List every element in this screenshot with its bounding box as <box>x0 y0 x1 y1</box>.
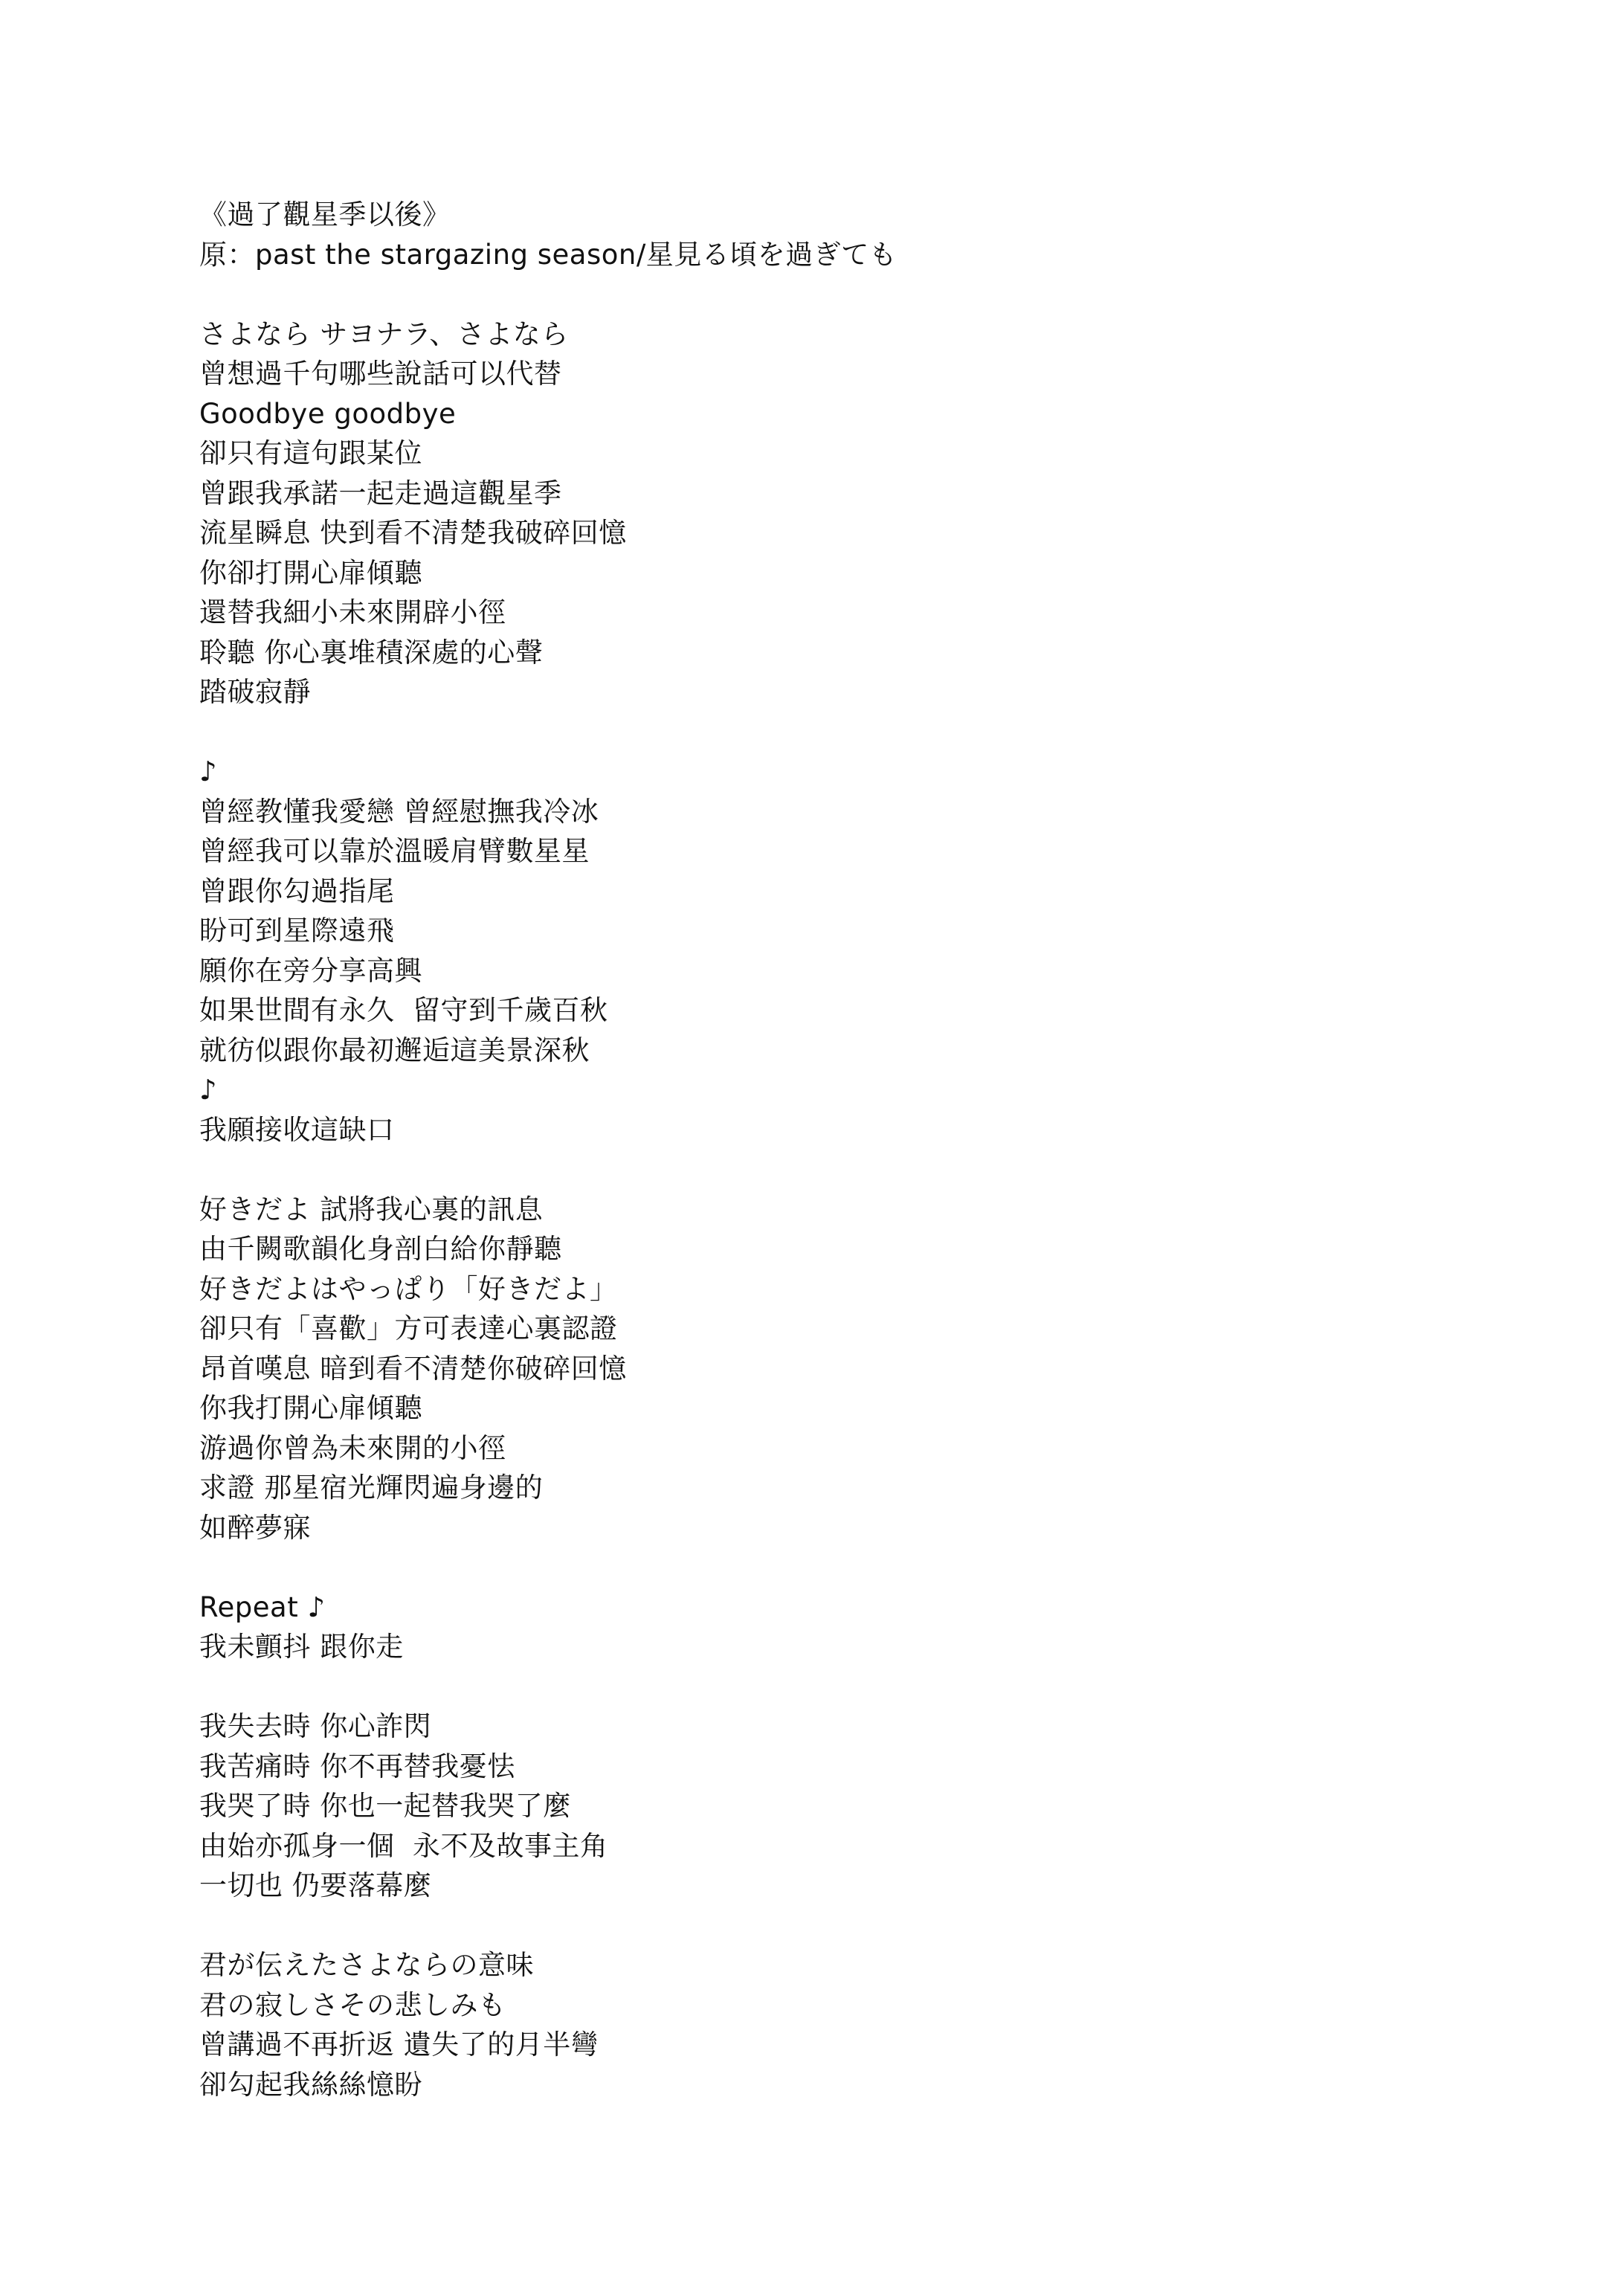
stanza-gap <box>199 1150 1463 1190</box>
lyric-line: 還替我細小未來開辟小徑 <box>199 596 506 628</box>
lyric-line: 我失去時 你心詐閃 <box>199 1710 432 1742</box>
stanza <box>199 1190 1463 1548</box>
lyric-line: 你我打開心扉傾聽 <box>199 1392 422 1424</box>
lyric-line: 盼可到星際遠飛 <box>199 915 395 947</box>
lyric-line: 如果世間有永久 留守到千歲百秋 <box>199 994 608 1026</box>
lyric-line: 就彷似跟你最初邂逅這美景深秋 <box>199 1034 590 1066</box>
lyric-line: 你卻打開心扉傾聽 <box>199 556 422 589</box>
lyric-line: 卻只有這句跟某位 <box>199 437 422 469</box>
lyric-line: さよなら サヨナラ、さよなら <box>199 318 569 350</box>
stanza <box>199 752 1463 1150</box>
lyric-line: 曾想過千句哪些說話可以代替 <box>199 358 562 390</box>
stanza <box>199 315 1463 712</box>
lyric-line: 曾經教懂我愛戀 曾經慰撫我冷冰 <box>199 795 599 828</box>
lyric-line: 求證 那星宿光輝閃遍身邊的 <box>199 1472 544 1504</box>
lyric-line: 曾經我可以靠於溫暖肩臂數星星 <box>199 835 590 867</box>
lyric-line: 君が伝えたさよならの意味 <box>199 1949 534 1981</box>
lyrics-body <box>199 274 1463 2104</box>
stanza-gap <box>199 1547 1463 1588</box>
lyric-line: 我苦痛時 你不再替我憂怯 <box>199 1750 515 1782</box>
lyric-line: ♪ <box>199 1074 218 1106</box>
lyric-line: 曾跟你勾過指尾 <box>199 874 395 907</box>
lyric-line: Repeat ♪ <box>199 1591 326 1623</box>
stanza-gap <box>199 1667 1463 1707</box>
lyric-line: 願你在旁分享高興 <box>199 954 422 987</box>
lyric-line: 卻勾起我絲絲憶盼 <box>199 2068 422 2101</box>
stanza-gap <box>199 274 1463 315</box>
original-song-credit: 原：past the stargazing season/星見る頃を過ぎても <box>199 238 898 271</box>
lyric-line: 流星瞬息 快到看不清楚我破碎回憶 <box>199 517 627 549</box>
lyric-line: 由千闕歌韻化身剖白給你靜聽 <box>199 1233 562 1265</box>
lyric-line: 君の寂しさその悲しみも <box>199 1988 506 2021</box>
lyric-line: 卻只有「喜歡」方可表達心裏認證 <box>199 1312 618 1344</box>
lyric-line: Goodbye goodbye <box>199 397 457 430</box>
song-title: 《過了觀星季以後》 <box>199 199 451 231</box>
lyric-line: 一切也 仍要落幕麼 <box>199 1869 432 1901</box>
lyric-line: 踏破寂靜 <box>199 676 311 708</box>
lyric-line: ♪ <box>199 755 218 787</box>
stanza <box>199 1588 1463 1667</box>
lyric-line: 好きだよはやっぱり「好きだよ」 <box>199 1272 618 1305</box>
stanza <box>199 1945 1463 2104</box>
lyric-line: 我未顫抖 跟你走 <box>199 1631 404 1663</box>
lyric-line: 曾跟我承諾一起走過這觀星季 <box>199 477 562 509</box>
lyric-line: 昂首嘆息 暗到看不清楚你破碎回憶 <box>199 1352 627 1385</box>
lyric-line: 游過你曾為未來開的小徑 <box>199 1431 506 1464</box>
stanza-gap <box>199 712 1463 753</box>
lyric-line: 好きだよ 試將我心裏的訊息 <box>199 1193 544 1225</box>
lyric-line: 如醉夢寐 <box>199 1511 311 1544</box>
lyric-line: 我哭了時 你也一起替我哭了麼 <box>199 1790 571 1822</box>
lyric-line: 由始亦孤身一個 永不及故事主角 <box>199 1829 608 1862</box>
stanza <box>199 1707 1463 1906</box>
lyrics-text <box>199 195 1463 2104</box>
lyric-line: 聆聽 你心裏堆積深處的心聲 <box>199 636 544 668</box>
lyric-line: 曾講過不再折返 遺失了的月半彎 <box>199 2029 599 2061</box>
stanza-gap <box>199 1906 1463 1946</box>
lyric-line: 我願接收這缺口 <box>199 1113 395 1146</box>
